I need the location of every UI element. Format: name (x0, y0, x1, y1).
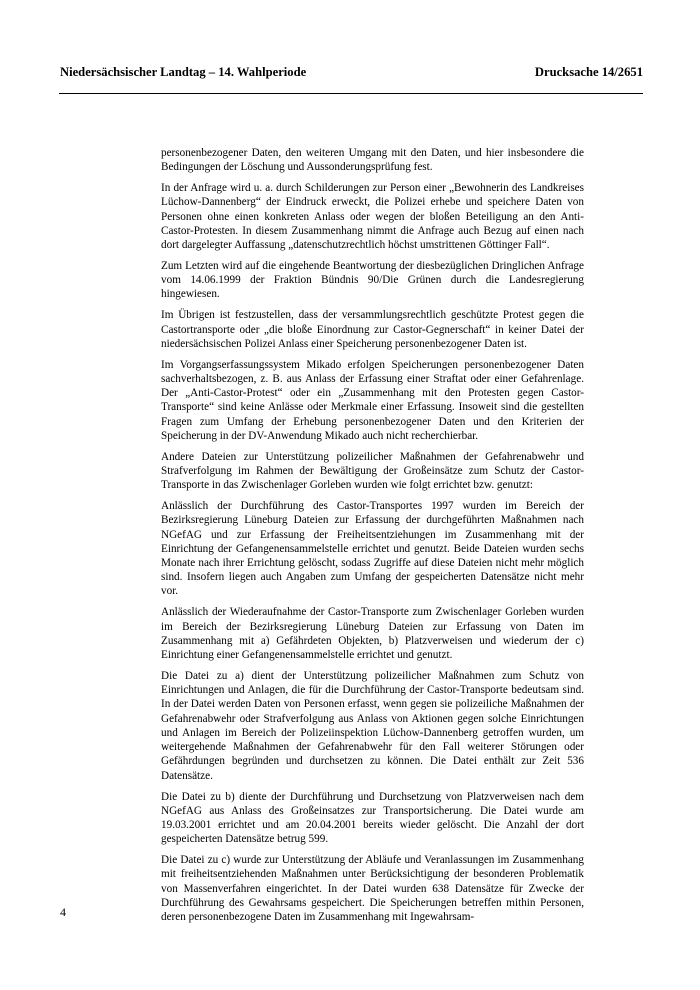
paragraph: Anlässlich der Durchführung des Castor-Transportes 1997 wurden im Bereich der Bezirksregierung Lüneburg Dateien zur Erfassung der durchgeführten Maßnahmen nach NGefAG und zur Erfassung der Freiheitsentziehungen im Zusammenhang mit der Einrichtung der Gefangenensammelstelle errichtet und genutzt. Beide Dateien wurden sechs Monate nach ihrer Errichtung gelöscht, sodass Zugriffe auf diese Dateien nicht mehr möglich sind. Insofern liegen auch Angaben zum Umfang der gespeicherten Datensätze nicht mehr vor. (161, 500, 584, 598)
paragraph: Zum Letzten wird auf die eingehende Beantwortung der diesbezüglichen Dringlichen Anfrage vom 14.06.1999 der Fraktion Bündnis 90/Die Grünen durch die Landesregierung hingewiesen. (161, 260, 584, 301)
paragraph: Andere Dateien zur Unterstützung polizeilicher Maßnahmen der Gefahrenabwehr und Strafverfolgung im Rahmen der Bewältigung der Großeinsätze zum Schutz der Castor-Transporte in das Zwischenlager Gorleben wurden wie folgt errichtet bzw. genutzt: (161, 450, 584, 492)
document-number: Drucksache 14/2651 (534, 65, 643, 79)
header-title: Niedersächsischer Landtag – 14. Wahlperiode (60, 65, 307, 79)
paragraph: Anlässlich der Wiederaufnahme der Castor-Transporte zum Zwischenlager Gorleben wurden im Bereich der Bezirksregierung Lüneburg Dateien zur Erfassung von Daten im Zusammenhang mit a) Gefährdeten Objekten, b) Platzverweisen und wiederum der c) Einrichtung einer Gefangenensammelstelle errichtet und genutzt. (161, 606, 584, 662)
paragraph: personenbezogener Daten, den weiteren Umgang mit den Daten, und hier insbesondere die Bedingungen der Löschung und Aussonderungsprüfung fest. (161, 147, 584, 174)
paragraph: Die Datei zu a) dient der Unterstützung polizeilicher Maßnahmen zum Schutz von Einrichtungen und Anlagen, die für die Durchführung der Castor-Transporte bedeutsam sind. In der Datei werden Daten von Personen erfasst, wenn gegen sie polizeiliche Maßnahmen der Gefahrenabwehr oder Strafverfolgung aus Anlass von Aktionen gegen solche Einrichtungen und Anlagen im Bereich der Polizeiinspektion Lüchow-Dannenberg getroffen wurden, um weitergehende Maßnahmen der Gefahrenabwehr für den Fall weiterer Störungen oder Gefährdungen begründen und durchsetzen zu können. Die Datei enthält zur Zeit 536 Datensätze. (161, 670, 584, 782)
header-rule (59, 93, 643, 94)
body-text (161, 146, 584, 931)
paragraph: Im Übrigen ist festzustellen, dass der versammlungsrechtlich geschützte Protest gegen die Castortransporte oder „die bloße Einordnung zur Castor-Gegnerschaft“ in keiner Datei der niedersächsischen Polizei Anlass einer Speicherung personenbezogener Daten ist. (161, 309, 584, 350)
page-header (60, 64, 643, 80)
paragraph: Die Datei zu b) diente der Durchführung und Durchsetzung von Platzverweisen nach dem NGefAG aus Anlass des Großeinsatzes zur Transportsicherung. Die Datei wurde am 19.03.2001 errichtet und am 20.04.2001 bereits wieder gelöscht. Die Anzahl der dort gespeicherten Datensätze betrug 599. (161, 790, 584, 846)
paragraph: Die Datei zu c) wurde zur Unterstützung der Abläufe und Veranlassungen im Zusammenhang mit freiheitsentziehenden Maßnahmen unter Berücksichtigung der besonderen Problematik von Massenverfahren eingerichtet. In der Datei wurden 638 Datensätze für Zwecke der Durchführung des Gewahrsams gespeichert. Die Speicherungen betreffen mithin Personen, deren personenbezogene Daten im Zusammenhang mit Ingewahrsam- (161, 854, 584, 923)
paragraph: In der Anfrage wird u. a. durch Schilderungen zur Person einer „Bewohnerin des Landkreises Lüchow-Dannenberg“ der Eindruck erweckt, die Polizei erhebe und speichere Daten von Personen ohne einen konkreten Anlass oder wegen der bloßen Beteiligung an den Anti-Castor-Protesten. In diesem Zusammenhang nimmt die Anfrage auch Bezug auf einen nach dort dargelegter Auffassung „datenschutzrechtlich höchst umstrittenen Göttinger Fall“. (161, 182, 584, 252)
paragraph: Im Vorgangserfassungssystem Mikado erfolgen Speicherungen personenbezogener Daten sachverhaltsbezogen, z. B. aus Anlass der Erfassung einer Straftat oder einer Gefahrenlage. Der „Anti-Castor-Protest“ oder ein „Zusammenhang mit den Protesten gegen Castor-Transporte“ sind keine Anlässe oder Merkmale einer Erfassung. Insoweit sind die gestellten Fragen zum Umfang der Erhebung personenbezogener Daten und den Kriterien der Speicherung in der DV-Anwendung Mikado auch nicht recherchierbar. (161, 358, 584, 442)
page-number: 4 (60, 905, 66, 919)
